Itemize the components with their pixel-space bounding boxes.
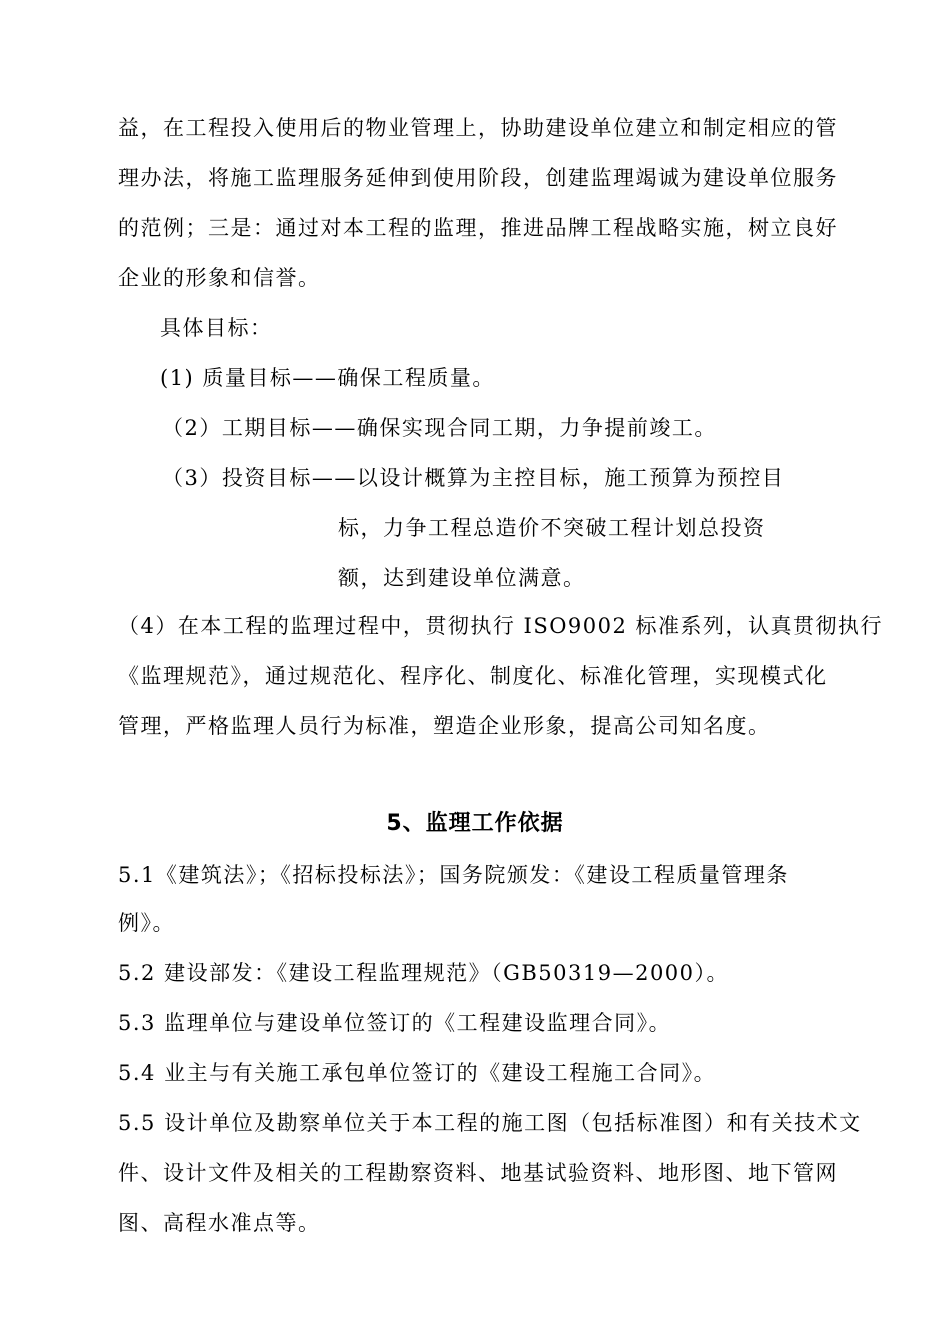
basis-item-5-5-line-2: 件、设计文件及相关的工程勘察资料、地基试验资料、地形图、地下管网: [118, 1161, 838, 1185]
basis-item-5-2: 5.2 建设部发：《建设工程监理规范》（GB50319—2000）。: [118, 961, 730, 985]
goal-investment-line-2: 标，力争工程总造价不突破工程计划总投资: [338, 516, 766, 540]
intro-line-4: 企业的形象和信誉。: [118, 266, 321, 290]
goal-iso-line-2: 《监理规范》，通过规范化、程序化、制度化、标准化管理，实现模式化: [118, 664, 828, 688]
goal-iso-line-3: 管理，严格监理人员行为标准，塑造企业形象，提高公司知名度。: [118, 714, 771, 738]
intro-line-2: 理办法，将施工监理服务延伸到使用阶段，创建监理竭诚为建设单位服务: [118, 166, 838, 190]
basis-item-5-5-line-3: 图、高程水准点等。: [118, 1211, 321, 1235]
goal-investment-line-1: （3）投资目标——以设计概算为主控目标，施工预算为预控目: [162, 466, 785, 490]
intro-line-3: 的范例；三是：通过对本工程的监理，推进品牌工程战略实施，树立良好: [118, 216, 838, 240]
intro-line-1: 益，在工程投入使用后的物业管理上，协助建设单位建立和制定相应的管: [118, 116, 838, 140]
basis-item-5-1-line-1: 5.1《建筑法》；《招标投标法》；国务院颁发：《建设工程质量管理条: [118, 863, 789, 887]
section-5-heading: 5、监理工作依据: [386, 811, 564, 836]
basis-item-5-3: 5.3 监理单位与建设单位签订的《工程建设监理合同》。: [118, 1011, 672, 1035]
goal-iso-line-1: （4）在本工程的监理过程中，贯彻执行 ISO9002 标准系列，认真贯彻执行: [118, 614, 884, 638]
basis-item-5-4: 5.4 业主与有关施工承包单位签订的《建设工程施工合同》。: [118, 1061, 717, 1085]
goal-quality: (1) 质量目标——确保工程质量。: [160, 366, 495, 390]
basis-item-5-1-line-2: 例》。: [118, 911, 175, 935]
goal-schedule: （2）工期目标——确保实现合同工期，力争提前竣工。: [162, 416, 717, 440]
goal-investment-line-3: 额，达到建设单位满意。: [338, 566, 586, 590]
basis-item-5-5-line-1: 5.5 设计单位及勘察单位关于本工程的施工图（包括标准图）和有关技术文: [118, 1111, 862, 1135]
specific-goals-title: 具体目标：: [160, 316, 273, 340]
